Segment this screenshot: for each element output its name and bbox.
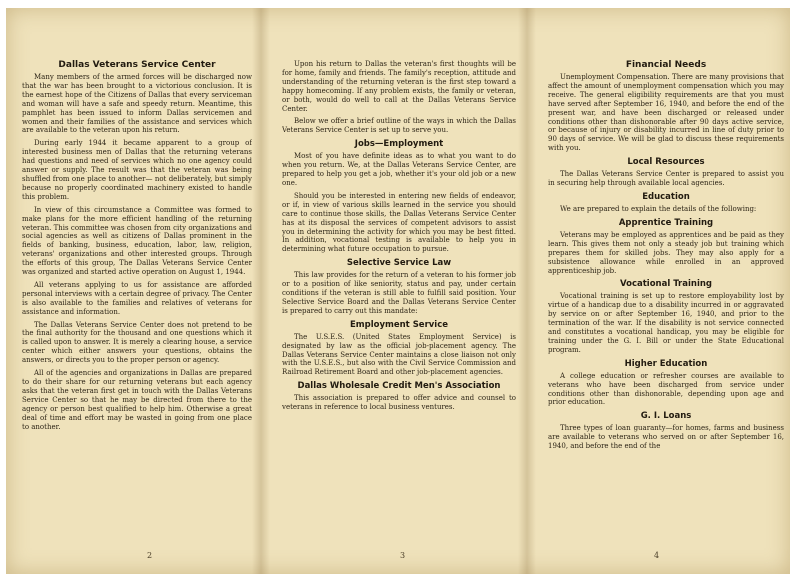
local-resources-paragraph: The Dallas Veterans Service Center is prepared to assist you in securing help through available local agencies. bbox=[548, 170, 784, 188]
page-3-column bbox=[282, 60, 516, 560]
page-2-paragraph: In view of this circumstance a Committee was formed to make plans for the more efficient handling of the returning veteran. This committee was chosen from city organizations and social agencies as well as citizens of Dallas prominent in the fields of banking, business, education, labor, law, religion, veterans' organizations and other interested groups. Through the efforts of this group, The Dallas Veterans Service Center was organized and started active operation on August 1, 1944. bbox=[22, 205, 252, 277]
employment-service-paragraph: The U.S.E.S. (United States Employment Service) is designated by law as the official job-placement agency. The Dallas Veterans Service Center maintains a close liaison not only with the U.S.E.S., but also with the Civil Service Commission and Railroad Retirement Board and other job-placement agencies. bbox=[282, 332, 516, 377]
financial-needs-paragraph: Unemployment Compensation. There are many provisions that affect the amount of unemployment compensation which you may receive. The general eligibility requirements are that you must have served after September 16, 1940, and before the end of the present war, and have been discharged or released under conditions other than dishonorable after 90 days active service, or because of injury or disability incurred in line of duty prior to 90 days of service. We will be glad to discuss these requirements with you. bbox=[548, 73, 784, 153]
credit-association-paragraph: This association is prepared to offer advice and counsel to veterans in reference to local business ventures. bbox=[282, 394, 516, 412]
credit-association-heading: Dallas Wholesale Credit Men's Association bbox=[297, 381, 501, 392]
pamphlet-sheet bbox=[6, 8, 790, 574]
gi-loans-paragraph: Three types of loan guaranty—for homes, farms and business are available to veterans who served on or after September 16, 1940, and before the end of the bbox=[548, 424, 784, 451]
page-3-intro-paragraph: Upon his return to Dallas the veteran's first thoughts will be for home, family and friends. The family's reception, attitude and understanding of the returning veteran is the first step toward a happy homecoming. If any problem exists, the family or veteran, or both, would do well to call at the Dallas Veterans Service Center. bbox=[282, 60, 516, 113]
financial-needs-heading: Financial Needs bbox=[625, 60, 707, 70]
higher-education-heading: Higher Education bbox=[624, 358, 708, 369]
page-number-4: 4 bbox=[654, 551, 660, 560]
jobs-heading: Jobs—Employment bbox=[354, 139, 444, 150]
education-heading: Education bbox=[642, 191, 690, 202]
jobs-paragraph: Most of you have definite ideas as to what you want to do when you return. We, at the Dallas Veterans Service Center, are prepared to help you get a job, whether it's your old job or a new one. bbox=[282, 152, 516, 187]
page-2-paragraph: During early 1944 it became apparent to a group of interested business men of Dallas that the returning veterans had questions and need of services which no one agency could answer or supply. The result was that the veteran was being shuffled from one place to another— not deliberately, but simply because no properly coordinated machinery existed to handle this problem. bbox=[22, 139, 252, 201]
fold-crease-right bbox=[518, 8, 536, 574]
selective-service-heading: Selective Service Law bbox=[346, 258, 452, 269]
vocational-training-heading: Vocational Training bbox=[619, 279, 712, 290]
selective-service-paragraph: This law provides for the return of a veteran to his former job or to a position of like seniority, status and pay, under certain conditions if the veteran is still able to fulfill said position. Your Selective Service Board and the Dallas Veterans Service Center is prepared to carry out this mandate: bbox=[282, 271, 516, 315]
education-paragraph: We are prepared to explain the details of the following: bbox=[560, 204, 757, 213]
fold-crease-left bbox=[252, 8, 270, 574]
apprentice-training-heading: Apprentice Training bbox=[618, 217, 714, 228]
employment-service-heading: Employment Service bbox=[349, 319, 449, 330]
page-2-column bbox=[22, 60, 252, 560]
page-2-paragraph: All of the agencies and organizations in Dallas are prepared to do their share for our returning veterans but each agency asks that the veteran first get in touch with the Dallas Veterans Service Center so that he may be directed from there to the agency or person best qualified to help him. Otherwise a great deal of time and effort may be wasted in going from one place to another. bbox=[22, 369, 252, 431]
page-number-2: 2 bbox=[147, 551, 153, 560]
jobs-paragraph: Should you be interested in entering new fields of endeavor, or if, in view of various skills learned in the service you should care to continue those skills, the Dallas Veterans Service Center has at its disposal the services of competent advisors to assist you in determining the activity for which you may be best fitted. In addition, vocational testing is available to help you in determining what future occupation to pursue. bbox=[282, 191, 516, 254]
page-2-heading: Dallas Veterans Service Center bbox=[58, 60, 216, 70]
local-resources-heading: Local Resources bbox=[627, 157, 705, 168]
page-2-paragraph: The Dallas Veterans Service Center does not pretend to be the final authority for the thousand and one questions which it is called upon to answer. It is merely a clearing house, a service center which either answers your questions, obtains the answers, or directs you to the proper person or agency. bbox=[22, 320, 252, 365]
page-2-paragraph: Many members of the armed forces will be discharged now that the war has been brought to a victorious conclusion. It is the earnest hope of the Citizens of Dallas that every serviceman and woman will have a safe and speedy return. Meantime, this pamphlet has been issued to inform Dallas servicemen and women and their families of the assistance and services which are available to the veteran upon his return. bbox=[22, 73, 252, 135]
page-number-3: 3 bbox=[400, 551, 406, 560]
page-3-intro-paragraph: Below we offer a brief outline of the ways in which the Dallas Veterans Service Center is set up to serve you. bbox=[282, 117, 516, 135]
apprentice-training-paragraph: Veterans may be employed as apprentices and be paid as they learn. This gives them not only a steady job but training which prepares them for skilled jobs. They may also apply for a subsistence allowance while enrolled in an approved apprenticeship job. bbox=[548, 230, 784, 275]
vocational-training-paragraph: Vocational training is set up to restore employability lost by virtue of a handicap due to a disability incurred in or aggravated by service on or after September 16, 1940, and prior to the termination of the war. If the disability is not service connected and constitutes a vocational handicap, you may be eligible for training under the G. I. Bill or under the State Educational program. bbox=[548, 292, 784, 354]
higher-education-paragraph: A college education or refresher courses are available to veterans who have been discharged from service under conditions other than dishonorable, depending upon age and prior education. bbox=[548, 371, 784, 407]
page-2-paragraph: All veterans applying to us for assistance are afforded personal interviews with a certain degree of privacy. The Center is also available to the families and relatives of veterans for assistance and information. bbox=[22, 280, 252, 316]
gi-loans-heading: G. I. Loans bbox=[640, 411, 692, 422]
page-4-column bbox=[548, 60, 784, 560]
